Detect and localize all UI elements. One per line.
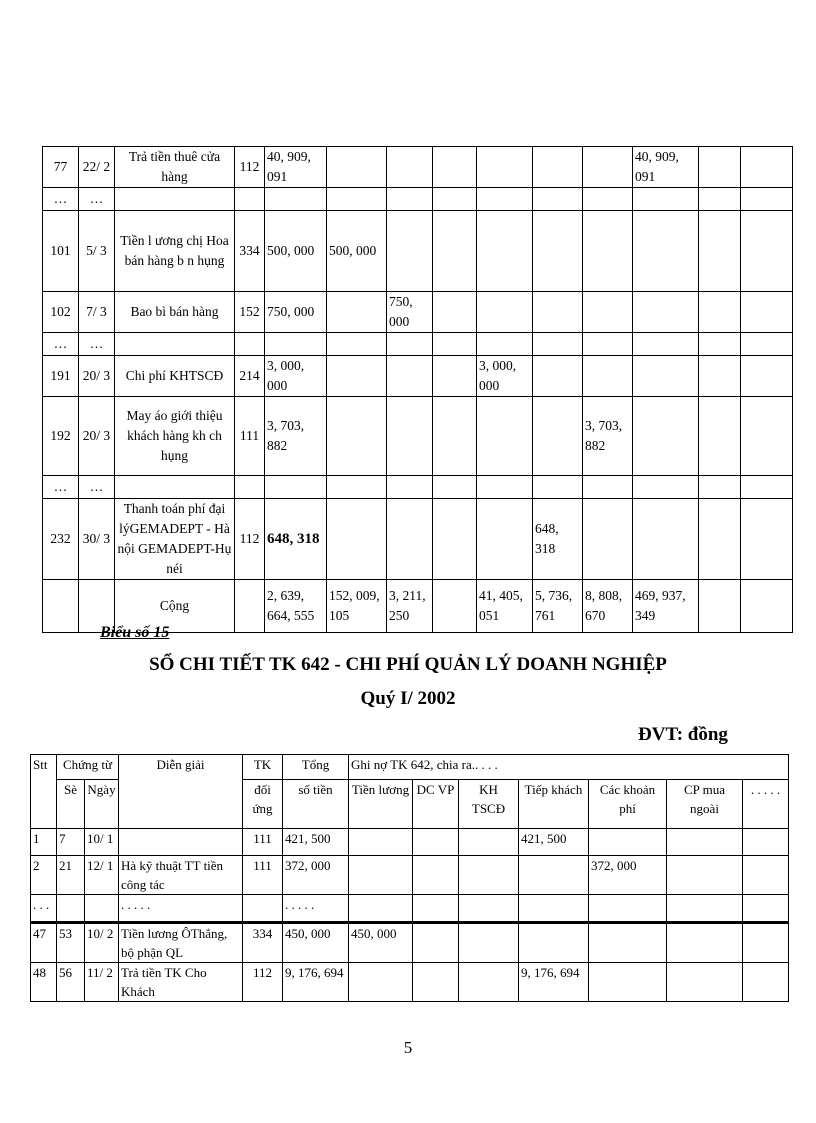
- table-cell: [433, 397, 477, 476]
- table-cell: . . . . .: [283, 895, 349, 923]
- table-cell: [387, 188, 433, 211]
- table-cell: [741, 476, 793, 499]
- table-cell: [699, 292, 741, 333]
- table-cell: 232: [43, 499, 79, 580]
- table-row: [43, 147, 793, 188]
- table-cell: [699, 476, 741, 499]
- table-cell: [633, 356, 699, 397]
- table-row: [43, 397, 793, 476]
- table-cell: 102: [43, 292, 79, 333]
- table-cell: 112: [235, 499, 265, 580]
- header-dien-giai: Diễn giải: [119, 755, 243, 829]
- table-cell: [459, 923, 519, 963]
- table-cell: 3, 211, 250: [387, 580, 433, 633]
- header-tong: Tổng: [283, 755, 349, 780]
- table-cell: [387, 356, 433, 397]
- header-dc-vp: DC VP: [413, 780, 459, 829]
- header-tk: TK: [243, 755, 283, 780]
- header-stt: Stt: [31, 755, 57, 829]
- table-header-row: [31, 755, 789, 780]
- table-cell: Hà kỹ thuật TT tiền công tác: [119, 856, 243, 895]
- page-title: SỔ CHI TIẾT TK 642 - CHI PHÍ QUẢN LÝ DOANH NGHIỆP: [149, 654, 667, 675]
- table-cell: . . . . .: [119, 895, 243, 923]
- table-cell: [265, 476, 327, 499]
- header-ngay: Ngày: [85, 780, 119, 829]
- table-cell: [477, 188, 533, 211]
- table-cell: [633, 499, 699, 580]
- header-ghi-no: Ghi nợ TK 642, chia ra.. . . .: [349, 755, 789, 780]
- table-cell: [413, 895, 459, 923]
- table-cell: [459, 895, 519, 923]
- table-cell: [699, 499, 741, 580]
- form-caption: Biểu số 15: [100, 624, 170, 641]
- header-cp-mua-ngoai: CP mua ngoài: [667, 780, 743, 829]
- table-cell: [741, 188, 793, 211]
- table-cell: [589, 829, 667, 856]
- table-cell: [349, 829, 413, 856]
- table-cell: 40, 909, 091: [265, 147, 327, 188]
- table-cell: [115, 333, 235, 356]
- table-cell: 111: [235, 397, 265, 476]
- table-cell: Trả tiền TK Cho Khách: [119, 963, 243, 1002]
- table-cell: [699, 397, 741, 476]
- table-cell: 214: [235, 356, 265, 397]
- table-cell: 101: [43, 211, 79, 292]
- table-cell: [533, 147, 583, 188]
- table-cell: [327, 499, 387, 580]
- table-cell: [533, 476, 583, 499]
- table-cell: 372, 000: [283, 856, 349, 895]
- table-cell: [433, 333, 477, 356]
- table-cell: [433, 188, 477, 211]
- table-cell: [743, 923, 789, 963]
- table-cell: [349, 963, 413, 1002]
- table-cell: 2, 639, 664, 555: [265, 580, 327, 633]
- table-cell: [387, 499, 433, 580]
- table-cell: [741, 147, 793, 188]
- table-cell: 12/ 1: [85, 856, 119, 895]
- table-cell: 7/ 3: [79, 292, 115, 333]
- table-cell: [85, 895, 119, 923]
- table-cell: [413, 829, 459, 856]
- table-cell: [741, 356, 793, 397]
- table-cell: 334: [243, 923, 283, 963]
- table-cell: [43, 580, 79, 633]
- table-cell: 3, 000, 000: [477, 356, 533, 397]
- table-cell: [413, 963, 459, 1002]
- table-cell: 450, 000: [349, 923, 413, 963]
- table-cell: [327, 397, 387, 476]
- table-cell: [743, 829, 789, 856]
- table-cell: [589, 963, 667, 1002]
- table-cell: [519, 895, 589, 923]
- table-row: [43, 292, 793, 333]
- table-cell: 5, 736, 761: [533, 580, 583, 633]
- table-cell: [633, 188, 699, 211]
- table-cell: [387, 147, 433, 188]
- table-cell: [741, 333, 793, 356]
- table-cell: 750, 000: [387, 292, 433, 333]
- table-cell: 334: [235, 211, 265, 292]
- table-cell: [265, 188, 327, 211]
- table-cell: [477, 397, 533, 476]
- table-row: [43, 356, 793, 397]
- header-tiep-khach: Tiếp khách: [519, 780, 589, 829]
- table-cell: [327, 333, 387, 356]
- table-cell: [583, 333, 633, 356]
- detail-ledger-table: [30, 754, 789, 1002]
- table-cell: [519, 923, 589, 963]
- table-cell: [477, 292, 533, 333]
- table-cell: . . .: [31, 895, 57, 923]
- table-cell: Tiền lương ÔThắng, bộ phận QL: [119, 923, 243, 963]
- table-cell: [741, 292, 793, 333]
- header-tien-luong: Tiền lương: [349, 780, 413, 829]
- table-cell: [265, 333, 327, 356]
- table-cell: [235, 188, 265, 211]
- table-row: [43, 188, 793, 211]
- table-cell: 21: [57, 856, 85, 895]
- table-cell: 7: [57, 829, 85, 856]
- table-cell: [413, 856, 459, 895]
- table-cell: [743, 963, 789, 1002]
- table-cell: [459, 963, 519, 1002]
- table-cell: Tiền l ương chị Hoa bán hàng b n hụng: [115, 211, 235, 292]
- table-cell: 1: [31, 829, 57, 856]
- table-row: [31, 963, 789, 1002]
- table-cell: [413, 923, 459, 963]
- table-cell: [235, 476, 265, 499]
- table-cell: 111: [243, 829, 283, 856]
- table-cell: …: [79, 476, 115, 499]
- table-cell: 77: [43, 147, 79, 188]
- table-cell: [699, 580, 741, 633]
- table-cell: [387, 397, 433, 476]
- table-cell: [699, 333, 741, 356]
- table-cell: [583, 476, 633, 499]
- table-cell: [633, 333, 699, 356]
- table-row: [43, 333, 793, 356]
- table-cell: [477, 333, 533, 356]
- table-cell: [583, 356, 633, 397]
- table-cell: [327, 356, 387, 397]
- table-cell: 648, 318: [265, 499, 327, 580]
- table-cell: 47: [31, 923, 57, 963]
- table-cell: [477, 499, 533, 580]
- table-cell: May áo giới thiệu khách hàng kh ch hụng: [115, 397, 235, 476]
- table-cell: 48: [31, 963, 57, 1002]
- table-cell: [633, 292, 699, 333]
- table-cell: 8, 808, 670: [583, 580, 633, 633]
- table-cell: 450, 000: [283, 923, 349, 963]
- table-cell: [583, 211, 633, 292]
- table-cell: [327, 188, 387, 211]
- table-cell: 9, 176, 694: [283, 963, 349, 1002]
- table-cell: 3, 000, 000: [265, 356, 327, 397]
- table-cell: 421, 500: [283, 829, 349, 856]
- table-cell: 191: [43, 356, 79, 397]
- table-cell: [533, 211, 583, 292]
- table-cell: 372, 000: [589, 856, 667, 895]
- table-cell: 111: [243, 856, 283, 895]
- table-cell: [583, 499, 633, 580]
- table-cell: [327, 147, 387, 188]
- table-row: [43, 499, 793, 580]
- header-chung-tu: Chứng từ: [57, 755, 119, 780]
- table-cell: [459, 856, 519, 895]
- table-cell: 750, 000: [265, 292, 327, 333]
- table-cell: [667, 963, 743, 1002]
- table-cell: 469, 937, 349: [633, 580, 699, 633]
- table-cell: [477, 147, 533, 188]
- table-cell: [235, 333, 265, 356]
- table-cell: …: [43, 188, 79, 211]
- table-row: [43, 211, 793, 292]
- table-cell: 112: [243, 963, 283, 1002]
- table-cell: [583, 147, 633, 188]
- table-cell: [699, 211, 741, 292]
- table-cell: [519, 856, 589, 895]
- table-cell: …: [43, 333, 79, 356]
- table-cell: [633, 211, 699, 292]
- table-row: [43, 476, 793, 499]
- table-cell: [741, 397, 793, 476]
- page-subtitle: Quý I/ 2002: [360, 688, 456, 709]
- table-cell: [533, 333, 583, 356]
- table-cell: [533, 188, 583, 211]
- table-cell: [387, 476, 433, 499]
- table-cell: 5/ 3: [79, 211, 115, 292]
- table-cell: [667, 895, 743, 923]
- table-cell: [115, 476, 235, 499]
- table-cell: 9, 176, 694: [519, 963, 589, 1002]
- table-cell: [741, 580, 793, 633]
- table-row: [31, 829, 789, 856]
- table-cell: [589, 895, 667, 923]
- table-cell: 22/ 2: [79, 147, 115, 188]
- table-cell: 152: [235, 292, 265, 333]
- table-cell: 56: [57, 963, 85, 1002]
- table-cell: [743, 856, 789, 895]
- table-cell: 648, 318: [533, 499, 583, 580]
- table-cell: [349, 856, 413, 895]
- table-cell: [583, 292, 633, 333]
- table-cell: [433, 147, 477, 188]
- table-cell: …: [79, 188, 115, 211]
- table-cell: [433, 356, 477, 397]
- table-cell: [477, 476, 533, 499]
- table-cell: [433, 499, 477, 580]
- header-tk-doi-ung: đối ứng: [243, 780, 283, 829]
- table-cell: [235, 580, 265, 633]
- table-cell: [243, 895, 283, 923]
- table-cell: 152, 009, 105: [327, 580, 387, 633]
- table-cell: 20/ 3: [79, 356, 115, 397]
- table-cell: …: [43, 476, 79, 499]
- table-cell: [433, 211, 477, 292]
- table-row: [31, 923, 789, 963]
- table-cell: Bao bì bán hàng: [115, 292, 235, 333]
- top-ledger-table: [42, 146, 793, 633]
- table-cell: 2: [31, 856, 57, 895]
- table-row: [31, 856, 789, 895]
- table-cell: [459, 829, 519, 856]
- table-cell: [327, 476, 387, 499]
- table-cell: [433, 580, 477, 633]
- table-cell: 3, 703, 882: [583, 397, 633, 476]
- table-cell: [667, 829, 743, 856]
- table-cell: [57, 895, 85, 923]
- table-cell: 41, 405, 051: [477, 580, 533, 633]
- table-cell: [387, 333, 433, 356]
- table-cell: 500, 000: [327, 211, 387, 292]
- table-cell: [349, 895, 413, 923]
- table-cell: [533, 356, 583, 397]
- table-cell: [741, 499, 793, 580]
- table-cell: Chi phí KHTSCĐ: [115, 356, 235, 397]
- header-so-tien: số tiền: [283, 780, 349, 829]
- table-cell: Trả tiền thuê cửa hàng: [115, 147, 235, 188]
- table-cell: 30/ 3: [79, 499, 115, 580]
- table-cell: 192: [43, 397, 79, 476]
- header-so: Sè: [57, 780, 85, 829]
- table-cell: 10/ 1: [85, 829, 119, 856]
- table-cell: [667, 923, 743, 963]
- table-cell: [699, 147, 741, 188]
- header-kh-tscd: KH TSCĐ: [459, 780, 519, 829]
- table-cell: 11/ 2: [85, 963, 119, 1002]
- table-cell: [633, 476, 699, 499]
- table-cell: [699, 188, 741, 211]
- table-cell: [533, 397, 583, 476]
- table-cell: [433, 292, 477, 333]
- table-cell: [667, 856, 743, 895]
- header-cac-khoan-phi: Các khoản phí: [589, 780, 667, 829]
- table-row: [31, 895, 789, 923]
- table-cell: [533, 292, 583, 333]
- table-cell: [743, 895, 789, 923]
- page-number: 5: [403, 1038, 413, 1057]
- table-cell: [387, 211, 433, 292]
- table-cell: [633, 397, 699, 476]
- table-cell: [741, 211, 793, 292]
- header-more: . . . . .: [743, 780, 789, 829]
- table-cell: [119, 829, 243, 856]
- table-cell: [115, 188, 235, 211]
- table-cell: [327, 292, 387, 333]
- table-cell: Thanh toán phí đại lýGEMADEPT - Hà nội GEMADEPT-Hụ néi: [115, 499, 235, 580]
- unit-label: ĐVT: đồng: [638, 724, 728, 745]
- table-cell: 421, 500: [519, 829, 589, 856]
- table-cell: …: [79, 333, 115, 356]
- table-cell: 53: [57, 923, 85, 963]
- table-cell: 112: [235, 147, 265, 188]
- table-cell: 20/ 3: [79, 397, 115, 476]
- table-cell: [589, 923, 667, 963]
- table-cell: Cộng: [115, 580, 235, 633]
- table-cell: [477, 211, 533, 292]
- table-cell: [583, 188, 633, 211]
- table-cell: 40, 909, 091: [633, 147, 699, 188]
- table-cell: 10/ 2: [85, 923, 119, 963]
- table-cell: [433, 476, 477, 499]
- table-cell: 500, 000: [265, 211, 327, 292]
- table-cell: [699, 356, 741, 397]
- table-cell: 3, 703, 882: [265, 397, 327, 476]
